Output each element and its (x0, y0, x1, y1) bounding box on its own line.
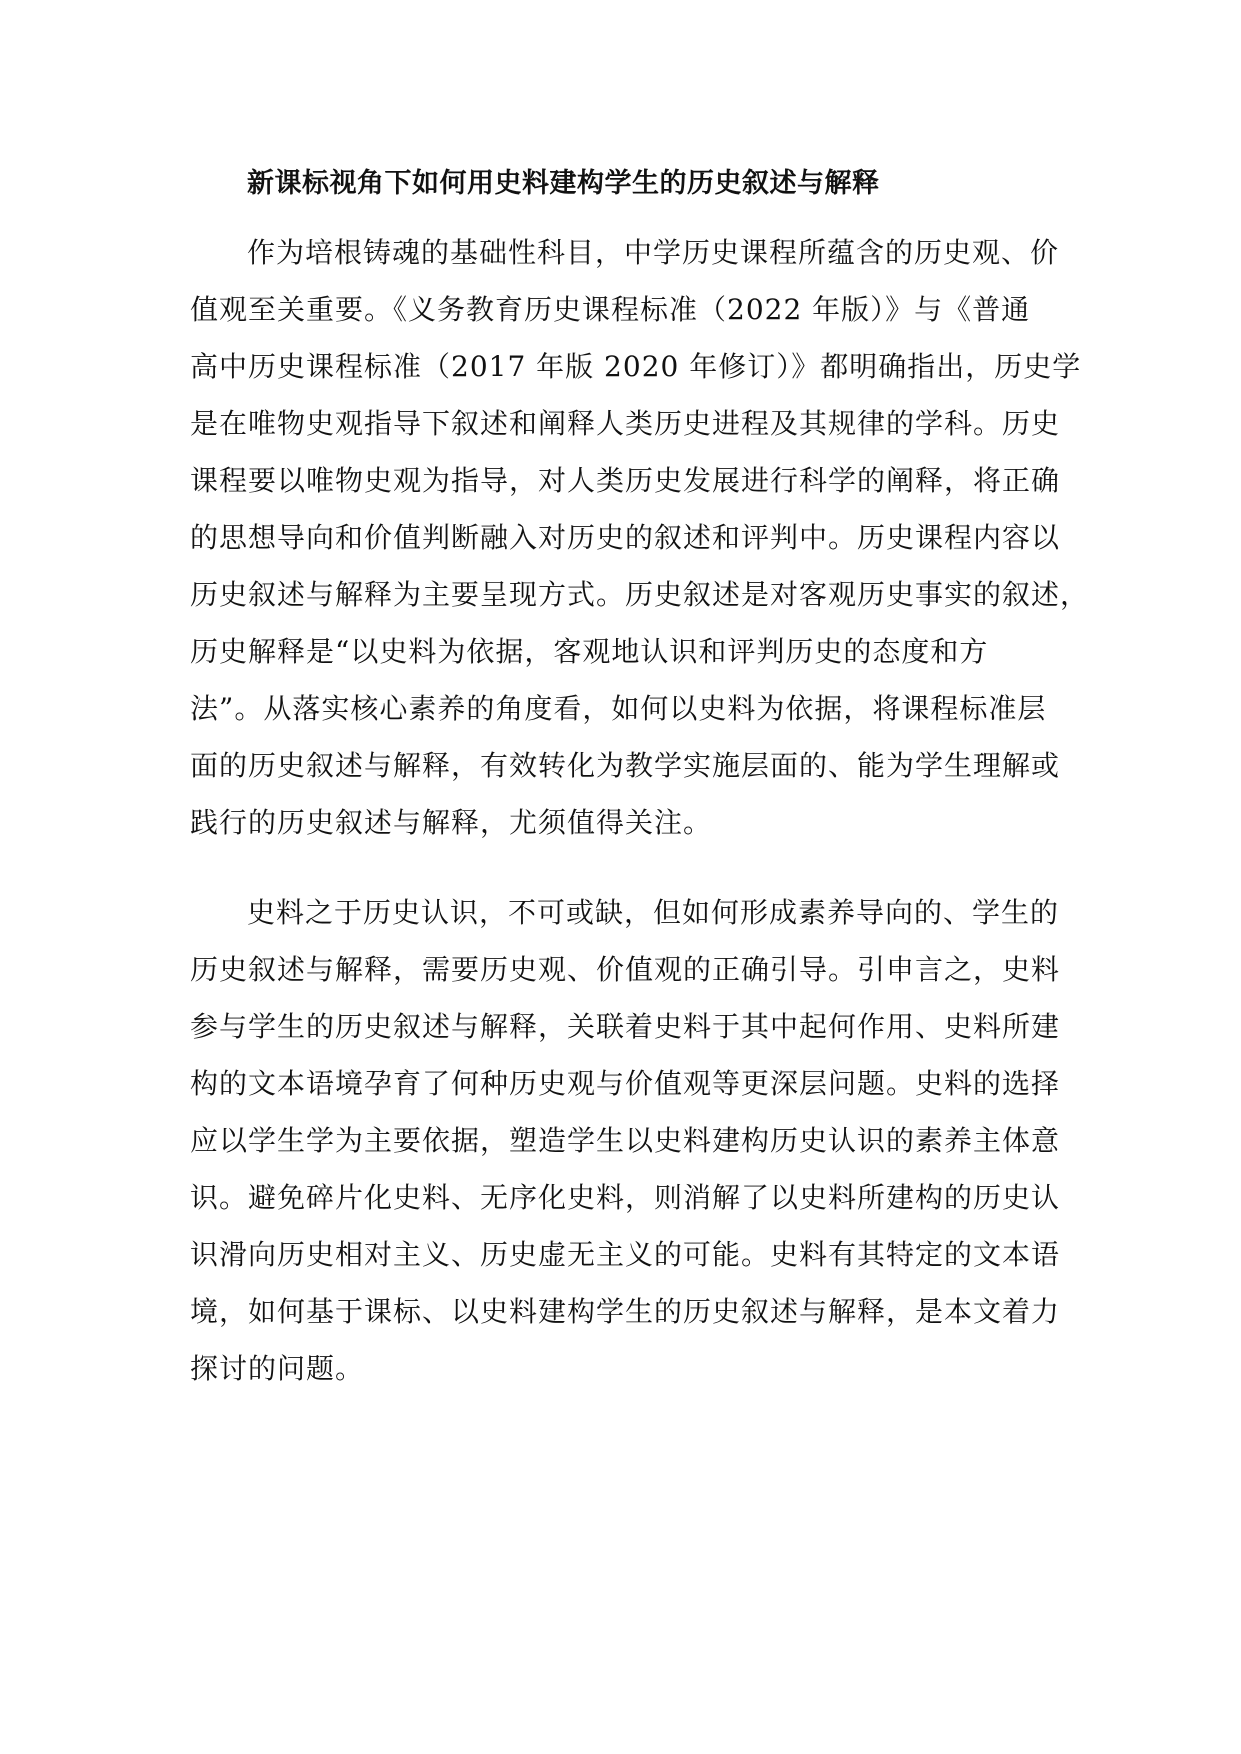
paragraph-1-line-3: 高中历史课程标准（2017 年版 2020 年修订）》都明确指出，历史学 (190, 350, 1082, 383)
paragraph-1-line-7: 历史叙述与解释为主要呈现方式。历史叙述是对客观历史事实的叙述， (190, 578, 1090, 611)
paragraph-1-line-5: 课程要以唯物史观为指导，对人类历史发展进行科学的阐释，将正确 (190, 464, 1061, 497)
paragraph-1-line-4: 是在唯物史观指导下叙述和阐释人类历史进程及其规律的学科。历史 (190, 407, 1061, 440)
paragraph-2-line-4: 构的文本语境孕育了何种历史观与价值观等更深层问题。史料的选择 (190, 1067, 1061, 1100)
paragraph-1-line-8: 历史解释是“以史料为依据，客观地认识和评判历史的态度和方 (190, 635, 989, 668)
paragraph-1-line-9: 法”。从落实核心素养的角度看，如何以史料为依据，将课程标准层 (190, 692, 1047, 725)
paragraph-2-line-2: 历史叙述与解释，需要历史观、价值观的正确引导。引申言之，史料 (190, 953, 1061, 986)
paragraph-1-line-11: 践行的历史叙述与解释，尤须值得关注。 (190, 806, 713, 839)
paragraph-2-line-9: 探讨的问题。 (190, 1352, 365, 1385)
paragraph-2-line-3: 参与学生的历史叙述与解释，关联着史料于其中起何作用、史料所建 (190, 1010, 1061, 1043)
paragraph-2-line-1: 史料之于历史认识，不可或缺，但如何形成素养导向的、学生的 (247, 896, 1060, 929)
paragraph-1-line-1: 作为培根铸魂的基础性科目，中学历史课程所蕴含的历史观、价 (247, 236, 1060, 269)
paragraph-1-line-10: 面的历史叙述与解释，有效转化为教学实施层面的、能为学生理解或 (190, 749, 1061, 782)
paragraph-2-line-7: 识滑向历史相对主义、历史虚无主义的可能。史料有其特定的文本语 (190, 1238, 1061, 1271)
paragraph-2-line-6: 识。避免碎片化史料、无序化史料，则消解了以史料所建构的历史认 (190, 1181, 1061, 1214)
document-title: 新课标视角下如何用史料建构学生的历史叙述与解释 (247, 168, 880, 199)
paragraph-1-line-2: 值观至关重要。《义务教育历史课程标准（2022 年版）》与《普通 (190, 293, 1031, 326)
paragraph-2-line-5: 应以学生学为主要依据，塑造学生以史料建构历史认识的素养主体意 (190, 1124, 1061, 1157)
paragraph-1-line-6: 的思想导向和价值判断融入对历史的叙述和评判中。历史课程内容以 (190, 521, 1061, 554)
paragraph-2-line-8: 境，如何基于课标、以史料建构学生的历史叙述与解释，是本文着力 (190, 1295, 1061, 1328)
